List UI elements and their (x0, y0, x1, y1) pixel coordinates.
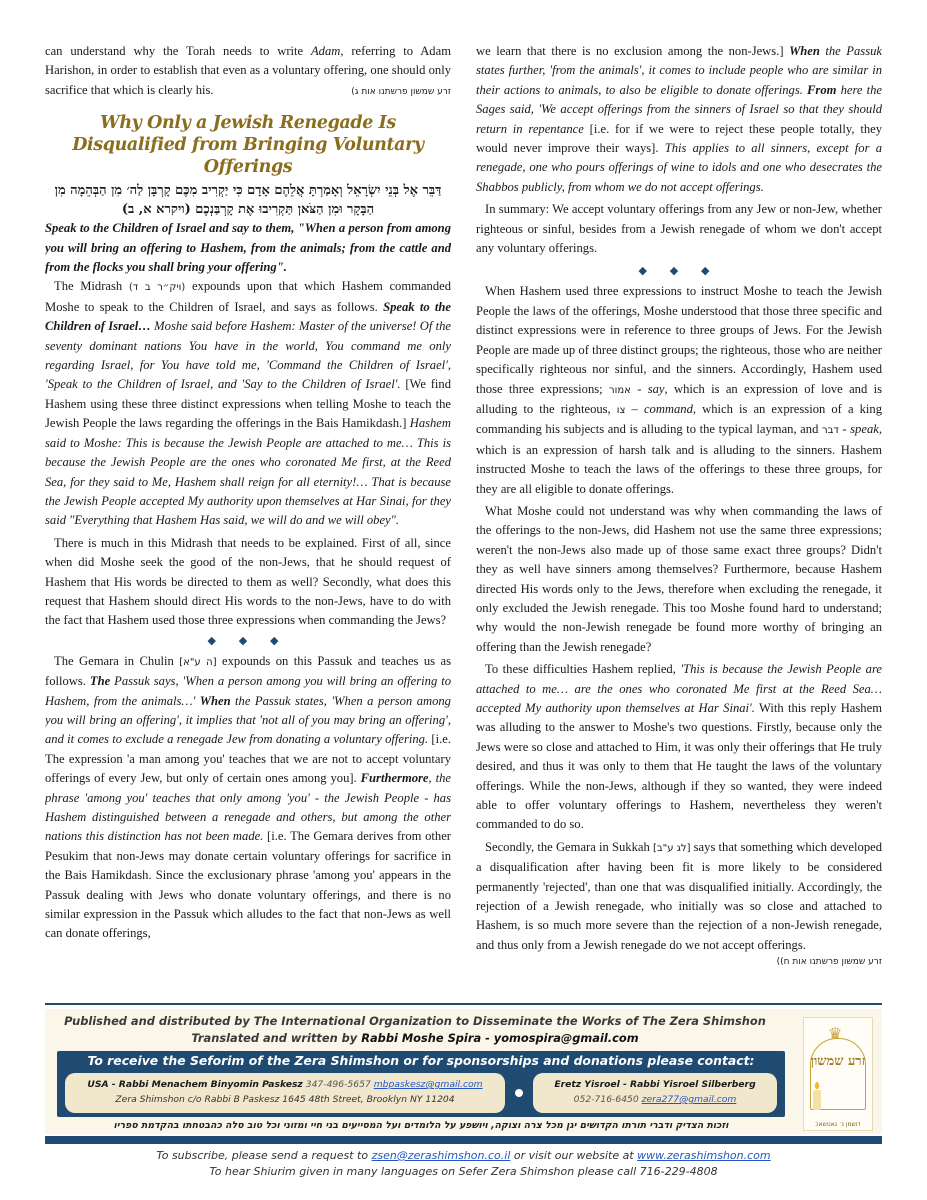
usa-contact (65, 1073, 505, 1113)
subscribe-text: To subscribe, please send a request to (156, 1149, 372, 1162)
gemara-paragraph (45, 652, 451, 944)
contact-band-title: To receive the Seforim of the Zera Shimshon or for sponsorships and donations please contact: (87, 1053, 755, 1068)
italic-quote: Moshe said before Hashem: Master of the universe! Of the seventy dominant nations You have in the world, You command me only regarding Israel, for You have told me, 'Command the Children of Israel', 'Speak to the Children of Israel, and 'Say to the Children of Israel'. (45, 319, 451, 392)
text: [We find Hashem using these three distinct expressions when telling Moshe to teach the Jewish People the laws regarding the offerings in the Bais Hamikdash.] (45, 377, 451, 431)
footer-bar (45, 1136, 882, 1144)
bold-word: When (199, 693, 231, 708)
source-citation: זרע שמשון פרשתנו אות ג) (351, 86, 451, 97)
italic-quote: Hashem said to Moshe: This is because the Jewish People are attached to me… This is because the Jewish People are the ones who coronated Me first, at the Reed Sea, for they said to Me, Hashem shall reign for all eternity!… That is because the Jewish People accepted My authority upon themselves at Har Sinai, for they said "Everything that Hashem Has said, we will do and we will obey". (45, 416, 451, 528)
hebrew-word: אמור (609, 384, 631, 396)
hebrew-reference: (ויק״ר ב ד) (128, 282, 186, 294)
italic-quote: the Passuk states, 'When a person among you will bring an offering', it implies that 'not all of you may bring an offering', and it comes to exclude a renegade Jew from donating a voluntary offering. (45, 693, 451, 747)
three-expressions-paragraph (476, 282, 882, 498)
flame-icon (815, 1082, 819, 1089)
dedication-line: וזכות הצדיק ודברי תורתו הקדושים יגן מכל צרה וצוקה, ויושפע על הלומדים ועל המסייעים בני חיי ומזוני וכל טוב סלה כהבטחתו בהקדמת ספריו (113, 1120, 729, 1131)
hebrew-word: דבר (821, 425, 839, 437)
subscribe-text-2: or visit our website at (510, 1149, 638, 1162)
usa-contact-name: USA - Rabbi Menachem Binyomin Paskesz (87, 1079, 303, 1090)
secondly-paragraph (476, 838, 882, 955)
eretz-contact-phone: 052-716-6450 (573, 1094, 642, 1105)
contact-band (57, 1051, 785, 1117)
difficulty-paragraph: What Moshe could not understand was why when commanding the laws of the offerings to the non-Jews, did Hashem not use the same three expressions; weren't the non-Jews also made up of those same exact three groups? Didn't they as well have sinners among themselves? Furthermore, because Hashem directed His words only to the Jews, therefore when excluding the renegade, it only excluded the Jewish renegade. This too Moshe found hard to understand; why would the non-Jewish renegade be found more worthy of bringing an offering than the Jewish renegade? (476, 503, 882, 654)
text: , which is an expression of love and is alluding to the righteous, (476, 381, 882, 416)
text: [i.e. The expression 'a man among you' teaches that we are not to accept voluntary offerings of every Jew, but only of certain ones among you]. (45, 732, 451, 786)
translator: Rabbi Moshe Spira - yomospira@gmail.com (361, 1031, 639, 1045)
hebrew-reference: [ה ע"א] (179, 656, 217, 668)
usa-address: Zera Shimshon c/o Rabbi B Paskesz 1645 48th Street, Brooklyn NY 11204 (115, 1094, 455, 1105)
italic-quote: 'This is because the Jewish People are attached to me… are the ones who coronated Me first at the Reed Sea… accepted My authority upon themselves at Har Sinai'. (476, 662, 882, 715)
text: expounds upon that which Hashem commanded Moshe to speak to the Children of Israel, and says as follows. (45, 279, 451, 314)
text: Secondly, the Gemara in Sukkah (485, 839, 653, 854)
hebrew-reference: [לג ע"ב] (652, 842, 691, 854)
logo-title: זרע שמשון (810, 1054, 866, 1069)
publisher-footer (45, 1009, 882, 1134)
text: , which is an expression of harsh talk and is alluding to the sinners. Hashem instructed Moshe to teach the laws of the offerings to these three groups, for they are all eligible to donate offerings. (476, 422, 882, 496)
subscribe-info (45, 1148, 882, 1180)
intro-paragraph (45, 42, 451, 100)
hebrew-verse: דַּבֵּר אֶל בְּנֵי יִשְׂרָאֵל וְאָמַרְתָּ אֲלֵהֶם אָדָם כִּי יַקְרִיב מִכֶּם קָרְבָּן לַה׳ מִן הַבְּהֵמָה מִן הַבָּקָר וּמִן הַצֹּאן תַּקְרִיבוּ אֶת קָרְבַּנְכֶם (ויקרא א, ב) (54, 183, 442, 218)
text: - (838, 422, 851, 437)
text: The Gemara in Chulin (54, 653, 180, 668)
summary-paragraph: In summary: We accept voluntary offerings from any Jew or non-Jew, whether righteous or sinful, besides from a Jewish renegade of whom we don't accept any voluntary offerings. (476, 202, 882, 256)
italic-quote: Passuk says, 'When a person among you will bring an offering to Hashem, from the animals…' (45, 674, 451, 708)
italic-quote: , the phrase 'among you' teaches that only among 'you' - the Jewish People - has Hashem distinguished between a renegade and others, but among the other nations this distinction has not been made. (45, 771, 451, 844)
text: says that something which developed a disqualification after having been fit is more likely to be considered permanently 'rejected', than one that was disqualified initially. Accordingly, the rejection of a Jewish renegade, who initially was so close and attached to Hashem, is so much more severe than the rejection of a non-Jewish renegade, and thus only from a Jewish renegade do we not accept offerings. (476, 839, 882, 952)
intro-text: can understand why the Torah needs to write (45, 44, 311, 58)
text: [i.e. for if we were to reject these people totally, they would never improve their ways]. (476, 121, 882, 156)
text: To these difficulties Hashem replied, (485, 662, 681, 677)
subscribe-line (45, 1148, 882, 1164)
section-separator: ◆ ◆ ◆ (638, 265, 720, 278)
continuation-paragraph (476, 42, 882, 197)
footer-rule (45, 1003, 882, 1005)
text: , which is an expression of a king commanding his subjects and is alluding to the typical layman, and (476, 401, 882, 437)
band-divider-dot (515, 1089, 523, 1097)
hebrew-word: צו (616, 404, 626, 416)
source-citation: זרע שמשון פרשתנו אות ח)) (776, 957, 882, 968)
candle-icon (813, 1090, 821, 1110)
text: [i.e. The Gemara derives from other Pesukim that non-Jews may donate certain voluntary offerings for sacrifice in the Bais Hamikdash. Since the exclusionary phrase 'among you' appears in the Passuk dealing with Jews who donate voluntary offerings, and there is no similar expression in the Passuk which alludes to the fact that non-Jews as well can donate offerings, (45, 829, 451, 941)
published-line: Published and distributed by The International Organization to Disseminate the Works of The Zera Shimshon (64, 1014, 766, 1028)
right-column (476, 42, 882, 994)
translated-line (45, 1030, 785, 1047)
italic-word: speak (850, 422, 879, 437)
bold-quote: Speak to the Children of Israel… (45, 299, 451, 334)
publisher-info (45, 1013, 785, 1047)
text: expounds on this Passuk and teaches us as follows. (45, 653, 451, 689)
italic-quote: the Passuk states further, 'from the animals', it comes to include people who are similar in their actions to animals, to also be eligible to donate offerings. (476, 44, 882, 97)
intro-text-2: referring to Adam Harishon, in order to establish that even as a voluntary offering, one should only sacrifice that which is clearly his. (45, 44, 451, 97)
text: we learn that there is no exclusion among the non-Jews.] (476, 44, 790, 58)
italic-quote: This applies to all sinners, except for a renegade, one who pours offerings of wine to idols and one who desecrates the Shabbos publicly, from whom we do not accept offerings. (476, 141, 882, 194)
verse-translation: Speak to the Children of Israel and say to them, "When a person from among you will bring an offering to Hashem, from the animals; from the cattle and from the flocks you shall bring your offering". (45, 221, 451, 275)
logo-footer: דושמן נ׳ גאטשאכ (815, 1121, 861, 1128)
bold-word: From (807, 82, 837, 97)
bold-word: Furthermore (360, 771, 429, 786)
shiurim-line: To hear Shiurim given in many languages on Sefer Zera Shimshon please call 716-229-4808 (209, 1165, 718, 1178)
italic-word: say (647, 381, 665, 396)
translated-prefix: Translated and written by (191, 1031, 362, 1045)
italic-quote: here the Sages said, 'We accept offerings from the sinners of Israel so that they should return in repentance (476, 82, 882, 136)
question-paragraph: There is much in this Midrash that needs to be explained. First of all, since when did Moshe seek the good of the non-Jews, that he should request of Hashem that His words be directed to them as well? Secondly, what does this request that Hashem should direct His words to the non-Jews, have to do with the fact that Hashem used those three expressions when commanding the Jews? (45, 535, 451, 628)
eretz-contact-name: Eretz Yisroel - Rabbi Yisroel Silberberg (554, 1079, 756, 1090)
text: With this reply Hashem was alluding to the answer to Moshe's two questions. Firstly, because only the Jews were so close and attached to Him, it was only their offerings that He truly desired, and thus it was only to them that He taught the laws of the voluntary offerings. While the non-Jews, although if they so wanted, they were indeed able to offer voluntary offerings to Hashem, nevertheless they weren't commanded to do so. (476, 701, 882, 832)
bold-word: When (789, 44, 820, 58)
usa-contact-phone: 347-496-5657 (302, 1079, 374, 1090)
bold-word: The (89, 674, 111, 689)
midrash-paragraph (45, 277, 451, 530)
article-heading: Why Only a Jewish Renegade Is Disqualified from Bringing Voluntary Offerings (72, 113, 424, 178)
left-column (45, 42, 451, 994)
text: When Hashem used three expressions to instruct Moshe to teach the Jewish People the laws of the offerings, Moshe understood that those three specific and distinct expressions were in reference to three groups of Jews. For the Jewish People are made up of three distinct groups; the righteous, those who are neither specifically righteous nor sinful, and the sinners. Accordingly, Hashem used those three expressions; (476, 284, 882, 396)
eretz-contact (533, 1073, 777, 1113)
crown-icon: ♛ (828, 1026, 843, 1043)
website-link[interactable]: www.zerashimshon.com (637, 1149, 771, 1162)
text: – (625, 401, 644, 416)
intro-adam: Adam, (310, 44, 344, 58)
text: The Midrash (54, 279, 129, 294)
reply-paragraph (476, 660, 882, 835)
zera-shimshon-logo (803, 1017, 873, 1131)
section-separator: ◆ ◆ ◆ (207, 634, 289, 647)
italic-word: command (643, 401, 693, 416)
subscribe-email-link[interactable]: zsen@zerashimshon.co.il (371, 1149, 511, 1162)
eretz-email-link[interactable]: zera277@gmail.com (641, 1094, 737, 1105)
text: - (630, 381, 648, 396)
usa-email-link[interactable]: mbpaskesz@gmail.com (373, 1079, 483, 1090)
